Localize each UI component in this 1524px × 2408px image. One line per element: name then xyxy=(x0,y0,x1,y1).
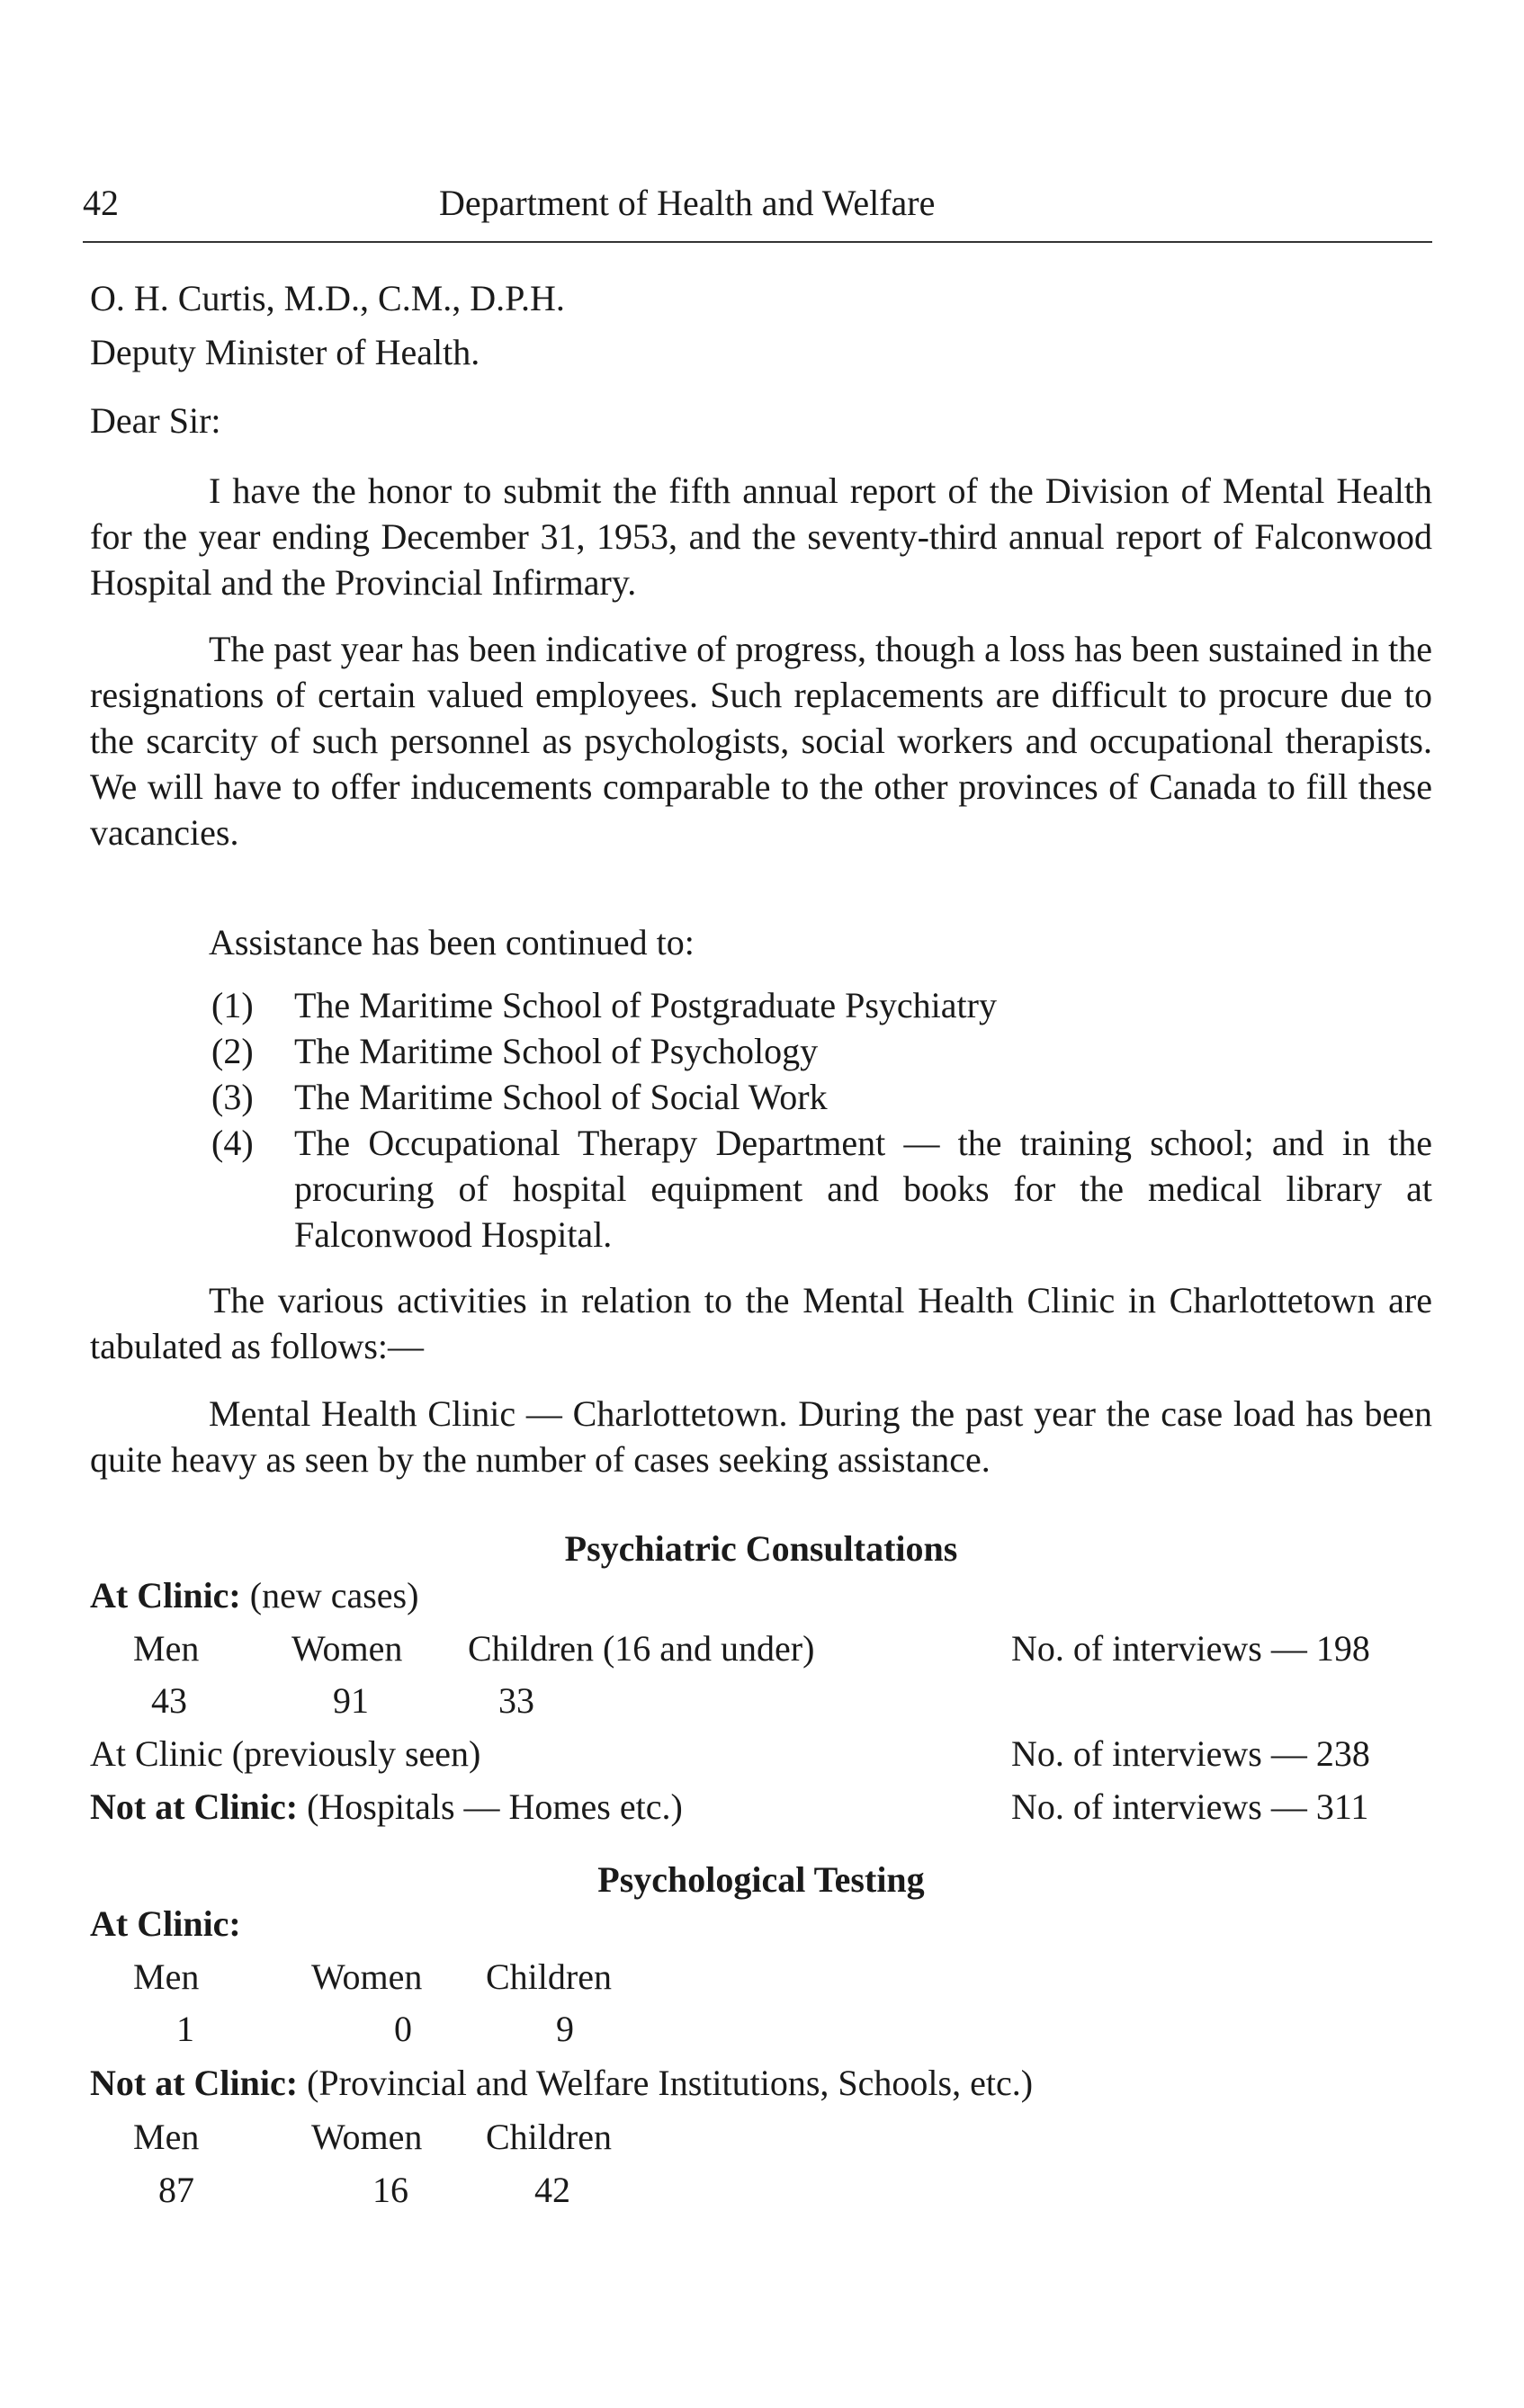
value-children: 33 xyxy=(498,1680,534,1721)
list-item-number: (3) xyxy=(211,1077,254,1117)
list-item-number: (4) xyxy=(211,1123,254,1163)
paragraph-past-year: The past year has been indicative of progress, though a loss has been sustained in the resignations of certain valued employees. Such replacements are difficult to procure due to the scarcity of such personnel as psychologists, social workers and occupational therapists. We will have to offer inducements comparable to the other provinces of Canada to fill these vacancies. xyxy=(90,629,1432,853)
col-header-children: Children (16 and under) xyxy=(468,1628,815,1669)
value-men: 1 xyxy=(176,2009,194,2049)
list-item xyxy=(211,982,1432,1028)
page-number: 42 xyxy=(83,183,119,223)
section-heading-psychological: Psychological Testing xyxy=(597,1859,925,1900)
list-item-number: (2) xyxy=(211,1031,254,1071)
running-header-title: Department of Health and Welfare xyxy=(439,183,936,223)
not-at-clinic-label: Not at Clinic: xyxy=(90,2063,299,2103)
not-at-clinic-label: Not at Clinic: xyxy=(90,1786,299,1827)
col-header-children: Children xyxy=(486,2117,612,2157)
interviews-new-cases: No. of interviews — 198 xyxy=(1011,1628,1370,1669)
section-heading-psychiatric: Psychiatric Consultations xyxy=(564,1528,958,1569)
list-item-text: The Maritime School of Psychology xyxy=(294,1031,819,1071)
col-header-women: Women xyxy=(311,1956,423,1997)
list-item-text: The Maritime School of Postgraduate Psychiatry xyxy=(294,985,997,1025)
col-header-children: Children xyxy=(486,1956,612,1997)
value-women: 0 xyxy=(394,2009,412,2049)
psychological-not-at-clinic xyxy=(90,2060,1033,2106)
value-men: 87 xyxy=(158,2170,194,2210)
psychiatric-not-at-clinic xyxy=(90,1784,683,1830)
paragraph-clinic-activities: The various activities in relation to the Mental Health Clinic in Charlottetown are tabulated as follows:— xyxy=(90,1280,1432,1366)
header-rule xyxy=(83,241,1432,243)
paragraph-clinic-caseload: Mental Health Clinic — Charlottetown. During the past year the case load has been quite heavy as seen by the number of cases seeking assistance. xyxy=(90,1393,1432,1480)
institutions-note: (Provincial and Welfare Institutions, Schools, etc.) xyxy=(307,2063,1034,2103)
col-header-men: Men xyxy=(133,1956,200,1997)
interviews-previously-seen: No. of interviews — 238 xyxy=(1011,1733,1370,1774)
list-item xyxy=(211,1120,1432,1258)
value-women: 91 xyxy=(333,1680,369,1721)
col-header-women: Women xyxy=(311,2117,423,2157)
list-item xyxy=(211,1028,1432,1074)
new-cases-note: (new cases) xyxy=(249,1575,419,1616)
col-header-men: Men xyxy=(133,1628,200,1669)
list-item-text: The Occupational Therapy Department — the training school; and in the procuring of hospital equipment and books for the medical library at Falconwood Hospital. xyxy=(294,1123,1432,1255)
addressee-title: Deputy Minister of Health. xyxy=(90,332,480,372)
value-men: 43 xyxy=(151,1680,187,1721)
list-item-text: The Maritime School of Social Work xyxy=(294,1077,828,1117)
list-item xyxy=(211,1074,1432,1120)
col-header-men: Men xyxy=(133,2117,200,2157)
col-header-women: Women xyxy=(291,1628,403,1669)
psychiatric-at-clinic xyxy=(90,1572,418,1618)
value-children: 42 xyxy=(534,2170,570,2210)
psychological-at-clinic-label: At Clinic: xyxy=(90,1903,241,1944)
paragraph-report-intro: I have the honor to submit the fifth annual report of the Division of Mental Health for the year ending December 31, 1953, and the seventy-third annual report of Falconwood Hospital and the Provincial Infirmary. xyxy=(90,470,1432,603)
paragraph-assistance-intro: Assistance has been continued to: xyxy=(209,922,695,962)
value-children: 9 xyxy=(556,2009,574,2049)
value-women: 16 xyxy=(372,2170,408,2210)
salutation: Dear Sir: xyxy=(90,400,221,441)
addressee-name: O. H. Curtis, M.D., C.M., D.P.H. xyxy=(90,278,565,318)
previously-seen-label: At Clinic (previously seen) xyxy=(90,1733,481,1774)
at-clinic-label: At Clinic: xyxy=(90,1575,241,1616)
list-item-number: (1) xyxy=(211,985,254,1025)
hospitals-homes-note: (Hospitals — Homes etc.) xyxy=(307,1786,683,1827)
interviews-not-at-clinic: No. of interviews — 311 xyxy=(1011,1786,1369,1827)
